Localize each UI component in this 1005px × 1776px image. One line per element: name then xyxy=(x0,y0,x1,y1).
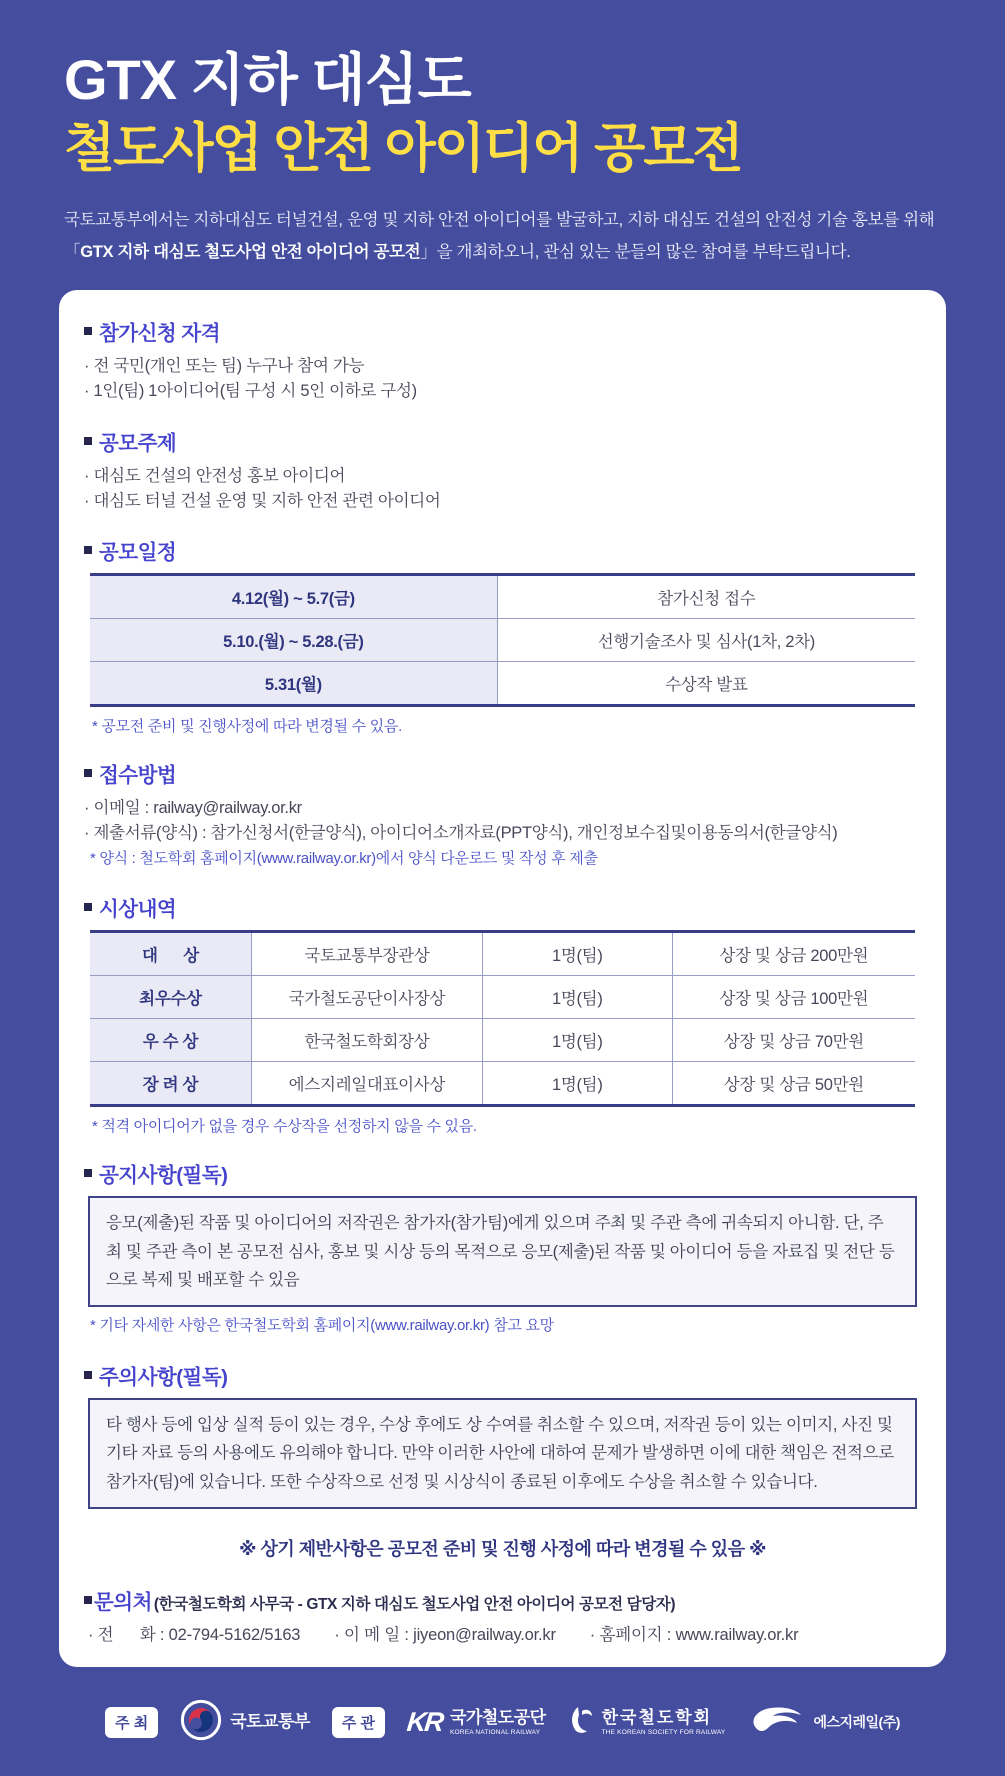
table-row xyxy=(90,619,915,662)
section-title: 접수방법 xyxy=(99,764,177,788)
sgrail-label: 에스지레일(주) xyxy=(813,1713,900,1730)
square-bullet-icon xyxy=(84,1596,92,1604)
section-caution xyxy=(84,1360,921,1509)
square-bullet-icon xyxy=(84,903,92,911)
count-cell: 1명(팀) xyxy=(482,1019,672,1061)
intro-line2-pre: 「 xyxy=(64,243,81,262)
kr-mark-icon: KR xyxy=(405,1707,444,1738)
section-heading xyxy=(84,316,921,346)
count-cell: 1명(팀) xyxy=(482,976,672,1018)
section-heading xyxy=(84,535,921,565)
contact-phone: · 전 화 : 02-794-5162/5163 xyxy=(88,1626,301,1645)
ksr-label: 한국철도학회 xyxy=(601,1707,713,1727)
section-eligibility xyxy=(84,316,921,404)
list-item: · 전 국민(개인 또는 팀) 누구나 참여 가능 xyxy=(84,357,365,376)
section-heading xyxy=(84,1158,921,1188)
section-heading xyxy=(84,1360,921,1390)
contact-website: · 홈페이지 : www.railway.or.kr xyxy=(589,1626,799,1645)
schedule-table xyxy=(90,573,915,707)
table-row xyxy=(90,576,915,619)
section-title: 참가신청 자격 xyxy=(99,322,221,346)
taegeuk-icon xyxy=(180,1699,222,1746)
sgrail-logo xyxy=(747,1702,899,1743)
section-contact xyxy=(84,1585,921,1645)
molit-logo xyxy=(180,1699,310,1746)
section-heading xyxy=(84,426,921,456)
section-title: 공모주제 xyxy=(99,431,177,455)
period-cell: 5.10.(월) ~ 5.28.(금) xyxy=(90,619,497,661)
schedule-note: * 공모전 준비 및 진행사정에 따라 변경될 수 있음. xyxy=(92,718,402,736)
period-cell: 4.12(월) ~ 5.7(금) xyxy=(90,576,497,618)
prize-cell: 국가철도공단이사장상 xyxy=(251,976,482,1018)
poster-header xyxy=(0,0,1005,268)
square-bullet-icon xyxy=(84,1169,92,1177)
grade-cell: 대 상 xyxy=(90,933,251,975)
intro-line2-post: 」을 개최하오니, 관심 있는 분들의 많은 참여를 부탁드립니다. xyxy=(420,243,851,262)
knr-label: 국가철도공단 xyxy=(450,1707,546,1727)
square-bullet-icon xyxy=(84,1371,92,1379)
molit-label: 국토교통부 xyxy=(230,1712,310,1732)
prize-cell: 국토교통부장관상 xyxy=(251,933,482,975)
section-schedule xyxy=(84,535,921,736)
intro-line1: 국토교통부에서는 지하대심도 터널건설, 운영 및 지하 안전 아이디어를 발굴하고, 지하 대심도 건설의 안전성 기술 홍보를 위해 xyxy=(64,210,935,229)
notice-box: 응모(제출)된 작품 및 아이디어의 저작권은 참가자(참가팀)에게 있으며 주최 및 주관 측에 귀속되지 아니함. 단, 주최 및 주관 측이 본 공모전 심사, 홍보 및 시상 등의 목적으로 응모(제출)된 작품 및 아이디어 등을 자료집 및 전단 등으로 복제 및 배포할 수 있음 xyxy=(88,1196,917,1307)
prize-cell: 한국철도학회장상 xyxy=(251,1019,482,1061)
contact-heading xyxy=(84,1585,921,1615)
section-title: 공모일정 xyxy=(99,541,177,565)
count-cell: 1명(팀) xyxy=(482,1062,672,1104)
section-awards xyxy=(84,892,921,1136)
section-apply xyxy=(84,758,921,870)
ksr-logo xyxy=(568,1705,726,1740)
awards-note: * 적격 아이디어가 없을 경우 수상작을 선정하지 않을 수 있음. xyxy=(92,1118,477,1136)
section-notice xyxy=(84,1158,921,1338)
poster-title-line1: GTX 지하 대심도 xyxy=(64,48,471,111)
contact-details xyxy=(84,1621,921,1645)
list-item: · 제출서류(양식) : 참가신청서(한글양식), 아이디어소개자료(PPT양식), 개인정보수집및이용동의서(한글양식) xyxy=(84,824,838,843)
square-bullet-icon xyxy=(84,546,92,554)
reward-cell: 상장 및 상금 100만원 xyxy=(672,976,915,1018)
awards-table xyxy=(90,930,915,1107)
list-item: · 1인(팀) 1아이디어(팀 구성 시 5인 이하로 구성) xyxy=(84,382,417,401)
contact-subtitle: (한국철도학회 사무국 - GTX 지하 대심도 철도사업 안전 아이디어 공모전 담당자) xyxy=(153,1596,676,1614)
ksr-caption: THE KOREAN SOCIETY FOR RAILWAY xyxy=(601,1729,726,1737)
table-row xyxy=(90,1062,915,1104)
section-heading xyxy=(84,892,921,922)
grade-cell: 장 려 상 xyxy=(90,1062,251,1104)
table-row xyxy=(90,933,915,976)
square-bullet-icon xyxy=(84,327,92,335)
intro-line2-bold: GTX 지하 대심도 철도사업 안전 아이디어 공모전 xyxy=(80,243,421,262)
period-cell: 5.31(월) xyxy=(90,662,497,704)
content-card xyxy=(59,290,946,1667)
grade-cell: 우 수 상 xyxy=(90,1019,251,1061)
count-cell: 1명(팀) xyxy=(482,933,672,975)
caution-box: 타 행사 등에 입상 실적 등이 있는 경우, 수상 후에도 상 수여를 취소할 수 있으며, 저작권 등이 있는 이미지, 사진 및 기타 자료 등의 사용에도 유의해야 합니다. 만약 이러한 사안에 대하여 문제가 발생하면 이에 대한 책임은 전적으로 참가자(팀)에 있습니다. 또한 수상작으로 선정 및 시상식이 종료된 이후에도 수상을 취소할 수 있습니다. xyxy=(88,1398,917,1509)
table-row xyxy=(90,1019,915,1062)
railway-swoosh-icon xyxy=(568,1705,594,1740)
apply-note: * 양식 : 철도학회 홈페이지(www.railway.or.kr)에서 양식 다운로드 및 작성 후 제출 xyxy=(90,849,598,867)
list-item: · 대심도 건설의 안전성 홍보 아이디어 xyxy=(84,466,346,485)
notice-note: * 기타 자세한 사항은 한국철도학회 홈페이지(www.railway.or.kr) 참고 요망 xyxy=(90,1317,554,1335)
knr-caption: KOREA NATIONAL RAILWAY xyxy=(450,1729,541,1737)
event-cell: 선행기술조사 및 심사(1차, 2차) xyxy=(497,619,915,661)
reward-cell: 상장 및 상금 200만원 xyxy=(672,933,915,975)
host-badge: 주 최 xyxy=(105,1707,158,1738)
square-bullet-icon xyxy=(84,769,92,777)
section-title: 주의사항(필독) xyxy=(99,1365,228,1389)
table-row xyxy=(90,662,915,704)
list-item: · 대심도 터널 건설 운영 및 지하 안전 관련 아이디어 xyxy=(84,491,441,510)
reward-cell: 상장 및 상금 70만원 xyxy=(672,1019,915,1061)
organizer-badge: 주 관 xyxy=(332,1707,385,1738)
knr-logo xyxy=(407,1707,546,1738)
section-title: 시상내역 xyxy=(99,898,177,922)
table-row xyxy=(90,976,915,1019)
footer-logos xyxy=(0,1681,1005,1776)
list-item: · 이메일 : railway@railway.or.kr xyxy=(84,799,302,818)
poster-title-line2: 철도사업 안전 아이디어 공모전 xyxy=(64,118,742,178)
prize-cell: 에스지레일대표이사상 xyxy=(251,1062,482,1104)
intro-paragraph xyxy=(64,204,945,268)
section-heading xyxy=(84,758,921,788)
grade-cell: 최우수상 xyxy=(90,976,251,1018)
section-topic xyxy=(84,426,921,514)
change-notice-banner: ※ 상기 제반사항은 공모전 준비 및 진행 사정에 따라 변경될 수 있음 ※ xyxy=(238,1539,767,1560)
contact-title: 문의처 xyxy=(94,1591,152,1615)
reward-cell: 상장 및 상금 50만원 xyxy=(672,1062,915,1104)
event-cell: 수상작 발표 xyxy=(497,662,915,704)
s-swoosh-icon xyxy=(747,1702,805,1743)
section-title: 공지사항(필독) xyxy=(99,1164,228,1188)
contact-email: · 이 메 일 : jiyeon@railway.or.kr xyxy=(334,1626,556,1645)
event-cell: 참가신청 접수 xyxy=(497,576,915,618)
square-bullet-icon xyxy=(84,437,92,445)
